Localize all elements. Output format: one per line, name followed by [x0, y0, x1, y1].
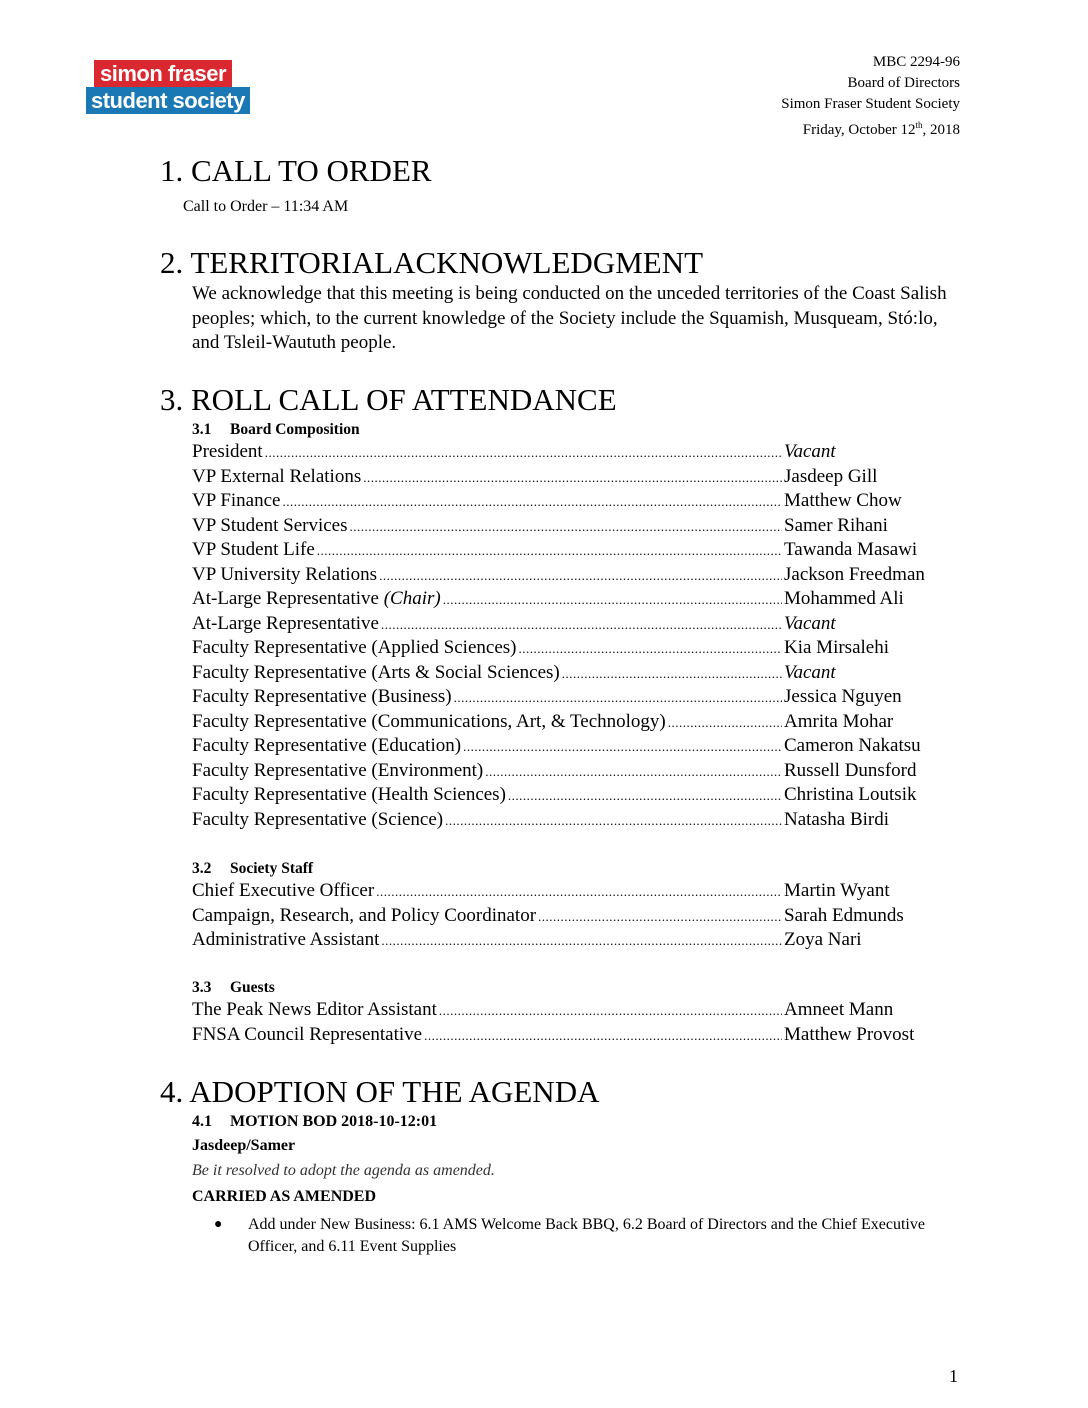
bullet-dot: ●	[214, 1217, 223, 1232]
position-label: Faculty Representative (Education)	[192, 735, 462, 756]
section-4-title: 4. ADOPTION OF THE AGENDA	[160, 1074, 600, 1109]
attendance-row	[192, 661, 952, 686]
position-label: Chief Executive Officer	[192, 880, 375, 901]
position-label: Faculty Representative (Applied Sciences)	[192, 637, 517, 658]
position-label: The Peak News Editor Assistant	[192, 999, 437, 1020]
position-label: VP University Relations	[192, 563, 378, 585]
leader-dots	[317, 539, 782, 564]
member-name: Jessica Nguyen	[784, 686, 902, 707]
position-label: FNSA Council Representative	[192, 1023, 423, 1045]
position-label: VP Student Life	[192, 539, 315, 560]
board-composition-heading	[192, 420, 360, 440]
member-name: Tawanda Masawi	[784, 539, 918, 560]
amendment-bullet	[214, 1214, 954, 1258]
member-name: Christina Loutsik	[784, 784, 917, 805]
attendance-row	[192, 759, 952, 784]
motion-movers: Jasdeep/Samer	[192, 1137, 296, 1154]
leader-dots	[379, 564, 782, 589]
leader-dots	[381, 613, 782, 638]
attendance-row	[192, 998, 952, 1023]
leader-dots	[562, 662, 782, 687]
member-name: Matthew Provost	[784, 1023, 915, 1045]
member-name: Jackson Freedman	[784, 563, 925, 585]
attendance-row	[192, 612, 952, 637]
sfss-logo	[86, 60, 266, 114]
section-2-title: 2. TERRITORIALACKNOWLEDGMENT	[160, 245, 704, 280]
attendance-row	[192, 710, 952, 735]
leader-dots	[485, 760, 782, 785]
motion-title	[192, 1111, 437, 1133]
date-prefix: Friday, October 12	[802, 122, 916, 138]
logo-line-2: student society	[86, 87, 250, 114]
position-label: Faculty Representative (Communications, Art, & Technology)	[192, 710, 666, 732]
subsection-title: Board Composition	[230, 421, 360, 438]
motion-id: MOTION BOD 2018-10-12:01	[230, 1113, 438, 1130]
date-suffix: , 2018	[922, 122, 960, 138]
leader-dots	[439, 999, 782, 1024]
guests-list	[192, 998, 952, 1047]
position-label: Faculty Representative (Business)	[192, 686, 452, 707]
leader-dots	[538, 905, 782, 930]
position-label: Faculty Representative (Science)	[192, 808, 444, 830]
document-code: MBC 2294-96	[872, 54, 960, 70]
leader-dots	[463, 735, 782, 760]
logo-line-1: simon fraser	[94, 60, 232, 87]
document-org: Simon Fraser Student Society	[781, 96, 960, 112]
guests-heading	[192, 978, 275, 998]
position-label: Administrative Assistant	[192, 929, 380, 950]
attendance-row	[192, 538, 952, 563]
document-date	[781, 115, 960, 141]
position-label: VP Student Services	[192, 514, 348, 536]
member-name: Jasdeep Gill	[784, 465, 878, 487]
member-name: Vacant	[784, 612, 836, 634]
position-label: At-Large Representative (Chair)	[192, 588, 441, 609]
leader-dots	[282, 490, 782, 515]
attendance-row	[192, 685, 952, 710]
position-label: VP Finance	[192, 490, 281, 511]
attendance-row	[192, 465, 952, 490]
leader-dots	[381, 929, 782, 954]
member-name: Cameron Nakatsu	[784, 735, 921, 756]
document-header	[781, 52, 960, 141]
board-composition-list	[192, 440, 952, 832]
leader-dots	[265, 441, 782, 466]
document-body: Board of Directors	[847, 75, 960, 91]
amendment-text: Add under New Business: 6.1 AMS Welcome Back BBQ, 6.2 Board of Directors and the Chief Executive Officer, and 6.11 Event Supplies	[248, 1216, 925, 1255]
subsection-number: 3.2	[192, 860, 212, 877]
section-1-title: 1. CALL TO ORDER	[160, 153, 432, 188]
member-name: Martin Wyant	[784, 880, 890, 901]
attendance-row	[192, 489, 952, 514]
subsection-title: Society Staff	[230, 860, 314, 877]
member-name: Russell Dunsford	[784, 759, 917, 781]
section-3-title: 3. ROLL CALL OF ATTENDANCE	[160, 382, 617, 417]
attendance-row	[192, 563, 952, 588]
leader-dots	[445, 809, 782, 834]
attendance-row	[192, 904, 952, 929]
leader-dots	[350, 515, 782, 540]
subsection-number: 3.1	[192, 421, 212, 438]
member-name: Vacant	[784, 661, 836, 683]
leader-dots	[424, 1024, 782, 1049]
attendance-row	[192, 514, 952, 539]
leader-dots	[443, 588, 782, 613]
member-name: Vacant	[784, 441, 836, 462]
leader-dots	[363, 466, 782, 491]
position-label: President	[192, 441, 263, 462]
attendance-row	[192, 636, 952, 661]
member-name: Samer Rihani	[784, 514, 888, 536]
member-name: Amrita Mohar	[784, 710, 894, 732]
subsection-title: Guests	[230, 979, 275, 996]
society-staff-list	[192, 879, 952, 953]
motion-result: CARRIED AS AMENDED	[192, 1188, 377, 1205]
attendance-row	[192, 1023, 952, 1048]
position-label: Faculty Representative (Arts & Social Sciences)	[192, 661, 560, 683]
member-name: Sarah Edmunds	[784, 904, 904, 926]
motion-text: Be it resolved to adopt the agenda as amended.	[192, 1162, 495, 1179]
attendance-row	[192, 928, 952, 953]
subsection-number: 3.3	[192, 979, 212, 996]
position-label: Faculty Representative (Environment)	[192, 759, 484, 781]
position-label: VP External Relations	[192, 465, 362, 487]
leader-dots	[668, 711, 782, 736]
attendance-row	[192, 808, 952, 833]
member-name: Matthew Chow	[784, 490, 902, 511]
member-name: Amneet Mann	[784, 999, 894, 1020]
society-staff-heading	[192, 859, 313, 879]
leader-dots	[454, 686, 782, 711]
member-name: Mohammed Ali	[784, 588, 904, 609]
position-label: Campaign, Research, and Policy Coordinator	[192, 904, 537, 926]
attendance-row	[192, 440, 952, 465]
member-name: Kia Mirsalehi	[784, 637, 890, 658]
member-name: Zoya Nari	[784, 929, 862, 950]
leader-dots	[376, 880, 782, 905]
position-label: Faculty Representative (Health Sciences)	[192, 784, 506, 805]
call-to-order-time: Call to Order – 11:34 AM	[183, 198, 349, 215]
attendance-row	[192, 734, 952, 759]
page-number: 1	[949, 1366, 958, 1386]
attendance-row	[192, 783, 952, 808]
leader-dots	[518, 637, 782, 662]
attendance-row	[192, 587, 952, 612]
position-label: At-Large Representative	[192, 612, 379, 634]
attendance-row	[192, 879, 952, 904]
motion-number: 4.1	[192, 1113, 212, 1130]
territorial-acknowledgment-text: We acknowledge that this meeting is being conducted on the unceded territories of the Coast Salish peoples; which, to the current knowledge of the Society include the Squamish, Musqueam, Stó:lo, and Tsleil-Waututh people.	[192, 283, 947, 353]
leader-dots	[508, 784, 782, 809]
member-name: Natasha Birdi	[784, 808, 890, 830]
date-sup: th	[915, 120, 923, 130]
